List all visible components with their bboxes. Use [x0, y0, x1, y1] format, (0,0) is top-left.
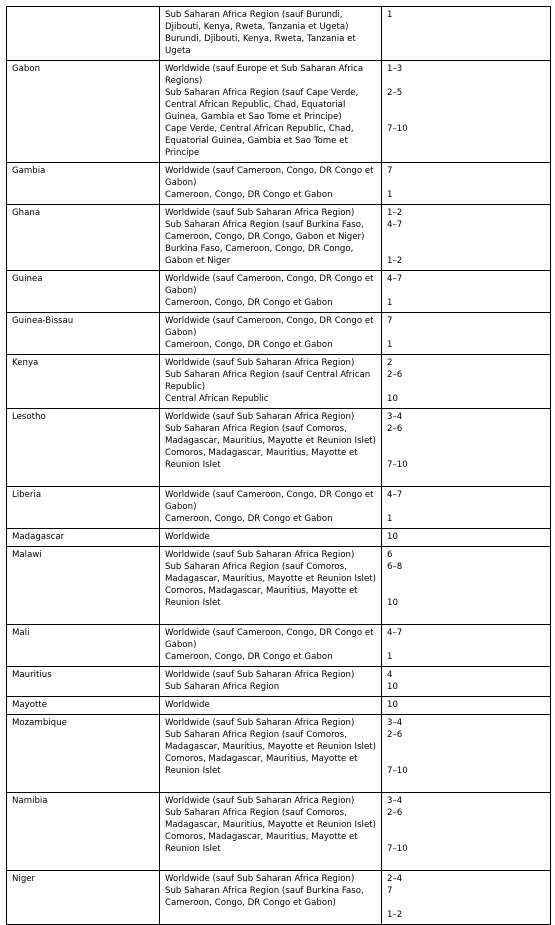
destination-line: Worldwide (sauf Sub Saharan Africa Region): [165, 718, 355, 728]
delivery-days-line: 4–7: [387, 274, 403, 284]
destination-cell: [160, 871, 382, 925]
delivery-days-line: 3–4: [387, 718, 403, 728]
table-row: [7, 205, 551, 271]
delivery-days-line: 10: [387, 682, 398, 692]
delivery-days-cell: [382, 871, 551, 925]
delivery-days-line: [387, 21, 545, 33]
delivery-days-line: 1: [387, 514, 393, 524]
destination-line: Sub Saharan Africa Region (sauf Comoros, Madagascar, Mauritius, Mayotte et Reunion Islet): [165, 562, 376, 584]
delivery-days-cell: [382, 163, 551, 205]
delivery-days-line: [387, 741, 545, 753]
country-cell: Malawi: [7, 547, 160, 625]
table-row: [7, 61, 551, 163]
delivery-days-cell: [382, 355, 551, 409]
delivery-days-line: [387, 231, 545, 243]
delivery-days-line: [387, 501, 545, 513]
delivery-days-line: 7: [387, 316, 393, 326]
delivery-days-line: 10: [387, 532, 398, 542]
destination-cell: [160, 697, 382, 715]
destination-line: Sub Saharan Africa Region: [165, 682, 280, 692]
delivery-days-line: 2–6: [387, 808, 403, 818]
delivery-days-line: 6–8: [387, 562, 403, 572]
destination-line: Sub Saharan Africa Region (sauf Central African Republic): [165, 370, 371, 392]
delivery-days-line: 3–4: [387, 796, 403, 806]
country-cell: Gambia: [7, 163, 160, 205]
delivery-days-line: [387, 45, 545, 57]
delivery-days-cell: [382, 529, 551, 547]
delivery-days-line: [387, 327, 545, 339]
delivery-days-line: 7: [387, 886, 393, 896]
destination-line: [165, 909, 376, 921]
delivery-days-line: [387, 147, 545, 159]
delivery-days-line: [387, 381, 545, 393]
destination-line: Worldwide (sauf Europe et Sub Saharan Africa Regions): [165, 64, 364, 86]
delivery-days-line: 2: [387, 358, 393, 368]
destination-line: Worldwide: [165, 700, 210, 710]
destination-cell: [160, 409, 382, 487]
country-cell: Mozambique: [7, 715, 160, 793]
destination-line: Cape Verde, Central African Republic, Chad, Equatorial Guinea, Gambia et Sao Tome et Principe: [165, 124, 354, 158]
table-row: [7, 715, 551, 793]
delivery-days-line: [387, 135, 545, 147]
delivery-days-cell: [382, 271, 551, 313]
delivery-days-line: [387, 471, 545, 483]
delivery-days-line: 2–4: [387, 874, 403, 884]
destination-line: Worldwide (sauf Cameroon, Congo, DR Congo et Gabon): [165, 274, 374, 296]
delivery-days-line: 1: [387, 340, 393, 350]
delivery-days-line: 1–2: [387, 910, 403, 920]
destination-cell: [160, 7, 382, 61]
delivery-days-line: 7–10: [387, 844, 408, 854]
delivery-days-line: [387, 897, 545, 909]
delivery-days-line: 4: [387, 670, 393, 680]
destination-cell: [160, 61, 382, 163]
destination-cell: [160, 715, 382, 793]
delivery-days-line: 10: [387, 700, 398, 710]
destination-line: Comoros, Madagascar, Mauritius, Mayotte et Reunion Islet: [165, 832, 358, 854]
destination-line: Cameroon, Congo, DR Congo et Gabon: [165, 652, 333, 662]
destination-line: Burundi, Djibouti, Kenya, Rweta, Tanzania et Ugeta: [165, 34, 356, 56]
delivery-days-line: 7–10: [387, 124, 408, 134]
country-cell: Mali: [7, 625, 160, 667]
delivery-days-line: 2–6: [387, 424, 403, 434]
delivery-times-document: [6, 6, 550, 925]
delivery-days-line: 6: [387, 550, 393, 560]
destination-line: Comoros, Madagascar, Mauritius, Mayotte et Reunion Islet: [165, 586, 358, 608]
destination-line: Burkina Faso, Cameroon, Congo, DR Congo, Gabon et Niger: [165, 244, 354, 266]
delivery-days-line: [387, 285, 545, 297]
delivery-days-cell: [382, 547, 551, 625]
delivery-days-cell: [382, 697, 551, 715]
destination-line: Worldwide (sauf Sub Saharan Africa Region): [165, 874, 355, 884]
destination-cell: [160, 547, 382, 625]
destination-line: Worldwide (sauf Sub Saharan Africa Region): [165, 208, 355, 218]
table-row: [7, 793, 551, 871]
delivery-days-line: 2–6: [387, 370, 403, 380]
table-row: [7, 697, 551, 715]
table-row: [7, 871, 551, 925]
destination-cell: [160, 793, 382, 871]
delivery-days-line: [387, 33, 545, 45]
delivery-days-line: [387, 585, 545, 597]
delivery-days-line: [387, 99, 545, 111]
destination-line: Sub Saharan Africa Region (sauf Comoros, Madagascar, Mauritius, Mayotte et Reunion Islet): [165, 424, 376, 446]
destination-cell: [160, 355, 382, 409]
destination-line: Sub Saharan Africa Region (sauf Burkina Faso, Cameroon, Congo, DR Congo, Gabon et Niger): [165, 220, 365, 242]
delivery-days-cell: [382, 667, 551, 697]
destination-line: Central African Republic: [165, 394, 269, 404]
delivery-days-line: [387, 639, 545, 651]
delivery-days-line: [387, 177, 545, 189]
delivery-days-line: 4–7: [387, 220, 403, 230]
delivery-days-line: [387, 75, 545, 87]
delivery-days-line: [387, 831, 545, 843]
table-row: [7, 313, 551, 355]
delivery-days-line: [387, 609, 545, 621]
table-body: [7, 7, 551, 925]
delivery-days-line: 1: [387, 10, 393, 20]
destination-cell: [160, 625, 382, 667]
delivery-days-line: 4–7: [387, 490, 403, 500]
delivery-days-line: [387, 819, 545, 831]
delivery-days-line: [387, 435, 545, 447]
destination-line: Cameroon, Congo, DR Congo et Gabon: [165, 190, 333, 200]
table-row: [7, 547, 551, 625]
delivery-days-line: [387, 243, 545, 255]
delivery-days-line: [387, 777, 545, 789]
table-row: [7, 487, 551, 529]
destination-line: Cameroon, Congo, DR Congo et Gabon: [165, 340, 333, 350]
destination-line: Comoros, Madagascar, Mauritius, Mayotte et Reunion Islet: [165, 448, 358, 470]
country-cell: Lesotho: [7, 409, 160, 487]
delivery-days-line: 7–10: [387, 460, 408, 470]
destination-line: Worldwide (sauf Cameroon, Congo, DR Congo et Gabon): [165, 316, 374, 338]
country-cell: Niger: [7, 871, 160, 925]
destination-line: Sub Saharan Africa Region (sauf Comoros, Madagascar, Mauritius, Mayotte et Reunion Islet): [165, 730, 376, 752]
delivery-days-cell: [382, 313, 551, 355]
delivery-days-cell: [382, 409, 551, 487]
delivery-days-line: 7–10: [387, 766, 408, 776]
destination-line: Worldwide (sauf Cameroon, Congo, DR Congo et Gabon): [165, 628, 374, 650]
country-cell: Ghana: [7, 205, 160, 271]
destination-line: Comoros, Madagascar, Mauritius, Mayotte et Reunion Islet: [165, 754, 358, 776]
table-row: [7, 667, 551, 697]
delivery-days-line: 1–2: [387, 256, 403, 266]
country-cell: Mauritius: [7, 667, 160, 697]
delivery-days-line: 4–7: [387, 628, 403, 638]
country-cell: Guinea-Bissau: [7, 313, 160, 355]
table-row: [7, 271, 551, 313]
country-cell: [7, 7, 160, 61]
delivery-times-table: [6, 6, 551, 925]
delivery-days-line: 2–6: [387, 730, 403, 740]
country-cell: Liberia: [7, 487, 160, 529]
delivery-days-line: 3–4: [387, 412, 403, 422]
delivery-days-cell: [382, 625, 551, 667]
delivery-days-cell: [382, 487, 551, 529]
destination-line: Worldwide (sauf Sub Saharan Africa Region): [165, 796, 355, 806]
destination-line: Sub Saharan Africa Region (sauf Burundi, Djibouti, Kenya, Rweta, Tanzania et Ugeta): [165, 10, 349, 32]
country-cell: Madagascar: [7, 529, 160, 547]
delivery-days-cell: [382, 7, 551, 61]
delivery-days-line: 1: [387, 190, 393, 200]
country-cell: Namibia: [7, 793, 160, 871]
delivery-days-line: 10: [387, 598, 398, 608]
destination-cell: [160, 487, 382, 529]
delivery-days-cell: [382, 205, 551, 271]
destination-cell: [160, 667, 382, 697]
destination-line: Sub Saharan Africa Region (sauf Burkina Faso, Cameroon, Congo, DR Congo et Gabon): [165, 886, 364, 908]
destination-line: Sub Saharan Africa Region (sauf Comoros, Madagascar, Mauritius, Mayotte et Reunion Islet): [165, 808, 376, 830]
delivery-days-line: 1–3: [387, 64, 403, 74]
delivery-days-line: 7: [387, 166, 393, 176]
destination-line: Cameroon, Congo, DR Congo et Gabon: [165, 298, 333, 308]
delivery-days-cell: [382, 793, 551, 871]
country-cell: Mayotte: [7, 697, 160, 715]
delivery-days-line: 1: [387, 652, 393, 662]
country-cell: Gabon: [7, 61, 160, 163]
delivery-days-line: [387, 573, 545, 585]
destination-line: Sub Saharan Africa Region (sauf Cape Verde, Central African Republic, Chad, Equatorial Guinea, Gambia et Sao Tome et Principe): [165, 88, 359, 122]
destination-line: Worldwide (sauf Sub Saharan Africa Region): [165, 412, 355, 422]
destination-cell: [160, 271, 382, 313]
table-row: [7, 529, 551, 547]
country-cell: Kenya: [7, 355, 160, 409]
delivery-days-line: [387, 447, 545, 459]
country-cell: Guinea: [7, 271, 160, 313]
destination-line: Worldwide: [165, 532, 210, 542]
table-row: [7, 625, 551, 667]
destination-cell: [160, 529, 382, 547]
table-row: [7, 7, 551, 61]
delivery-days-line: 10: [387, 394, 398, 404]
destination-cell: [160, 205, 382, 271]
table-row: [7, 409, 551, 487]
destination-line: Worldwide (sauf Sub Saharan Africa Region): [165, 358, 355, 368]
delivery-days-line: 1–2: [387, 208, 403, 218]
destination-line: Cameroon, Congo, DR Congo et Gabon: [165, 514, 333, 524]
table-row: [7, 355, 551, 409]
delivery-days-line: [387, 855, 545, 867]
delivery-days-line: 1: [387, 298, 393, 308]
delivery-days-cell: [382, 715, 551, 793]
destination-cell: [160, 313, 382, 355]
destination-line: Worldwide (sauf Cameroon, Congo, DR Congo et Gabon): [165, 490, 374, 512]
destination-line: Worldwide (sauf Sub Saharan Africa Region): [165, 550, 355, 560]
destination-line: Worldwide (sauf Cameroon, Congo, DR Congo et Gabon): [165, 166, 374, 188]
delivery-days-line: 2–5: [387, 88, 403, 98]
destination-cell: [160, 163, 382, 205]
delivery-days-line: [387, 753, 545, 765]
delivery-days-cell: [382, 61, 551, 163]
delivery-days-line: [387, 111, 545, 123]
destination-line: Worldwide (sauf Sub Saharan Africa Region): [165, 670, 355, 680]
table-row: [7, 163, 551, 205]
